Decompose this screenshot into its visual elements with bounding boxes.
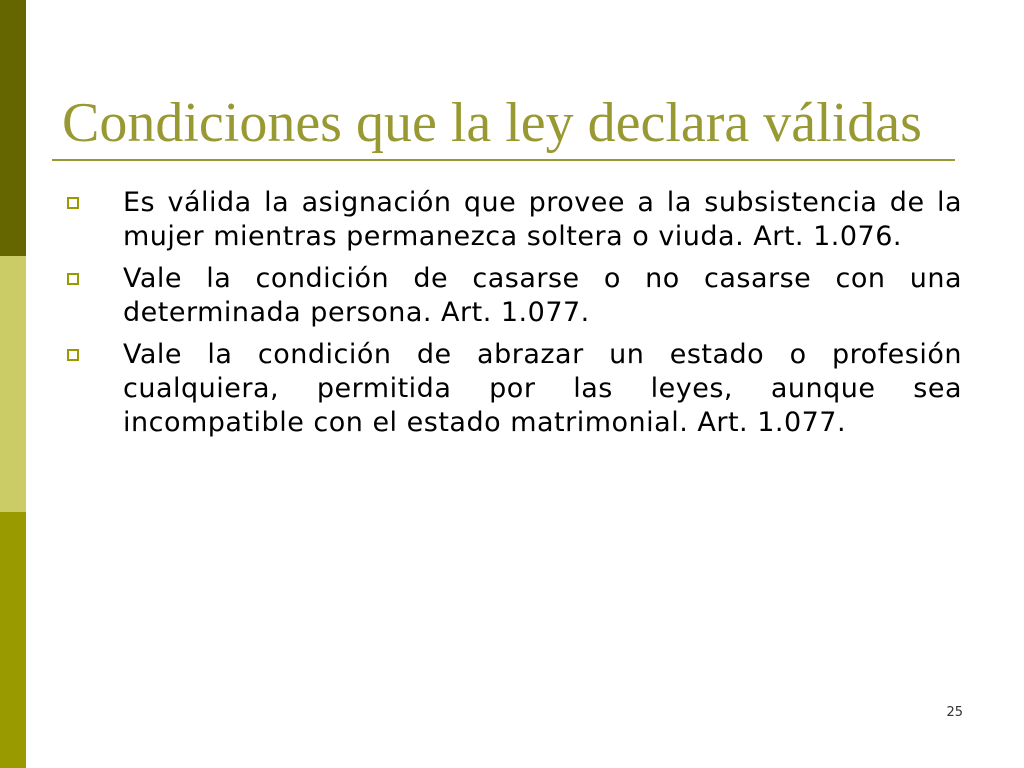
bullet-square-icon: [67, 273, 79, 285]
side-bar-segment-dark: [0, 0, 26, 256]
bullet-square-icon: [67, 197, 79, 209]
bullet-line: incompatible con el estado matrimonial. Art. 1.077.: [123, 407, 847, 438]
bullet-text: [123, 186, 962, 254]
bullet-line: Vale la condición de casarse o no casarse con una: [123, 263, 962, 294]
bullet-item: [62, 262, 962, 330]
bullet-list: [62, 186, 962, 448]
side-accent-bar: [0, 0, 26, 768]
bullet-line: determinada persona. Art. 1.077.: [123, 297, 590, 328]
bullet-line: cualquiera, permitida por las leyes, aunque sea: [123, 373, 962, 404]
bullet-line: Vale la condición de abrazar un estado o profesión: [123, 339, 962, 370]
title-underline: [52, 159, 955, 161]
bullet-item: [62, 186, 962, 254]
bullet-line: mujer mientras permanezca soltera o viuda. Art. 1.076.: [123, 221, 902, 252]
slide-title: Condiciones que la ley declara válidas: [62, 92, 922, 154]
page-number: 25: [946, 705, 963, 720]
bullet-square-icon: [67, 349, 79, 361]
bullet-text: [123, 262, 962, 330]
bullet-text: [123, 338, 962, 440]
bullet-line: Es válida la asignación que provee a la subsistencia de la: [123, 187, 962, 218]
bullet-item: [62, 338, 962, 440]
side-bar-segment-light: [0, 256, 26, 512]
side-bar-segment-medium: [0, 512, 26, 768]
